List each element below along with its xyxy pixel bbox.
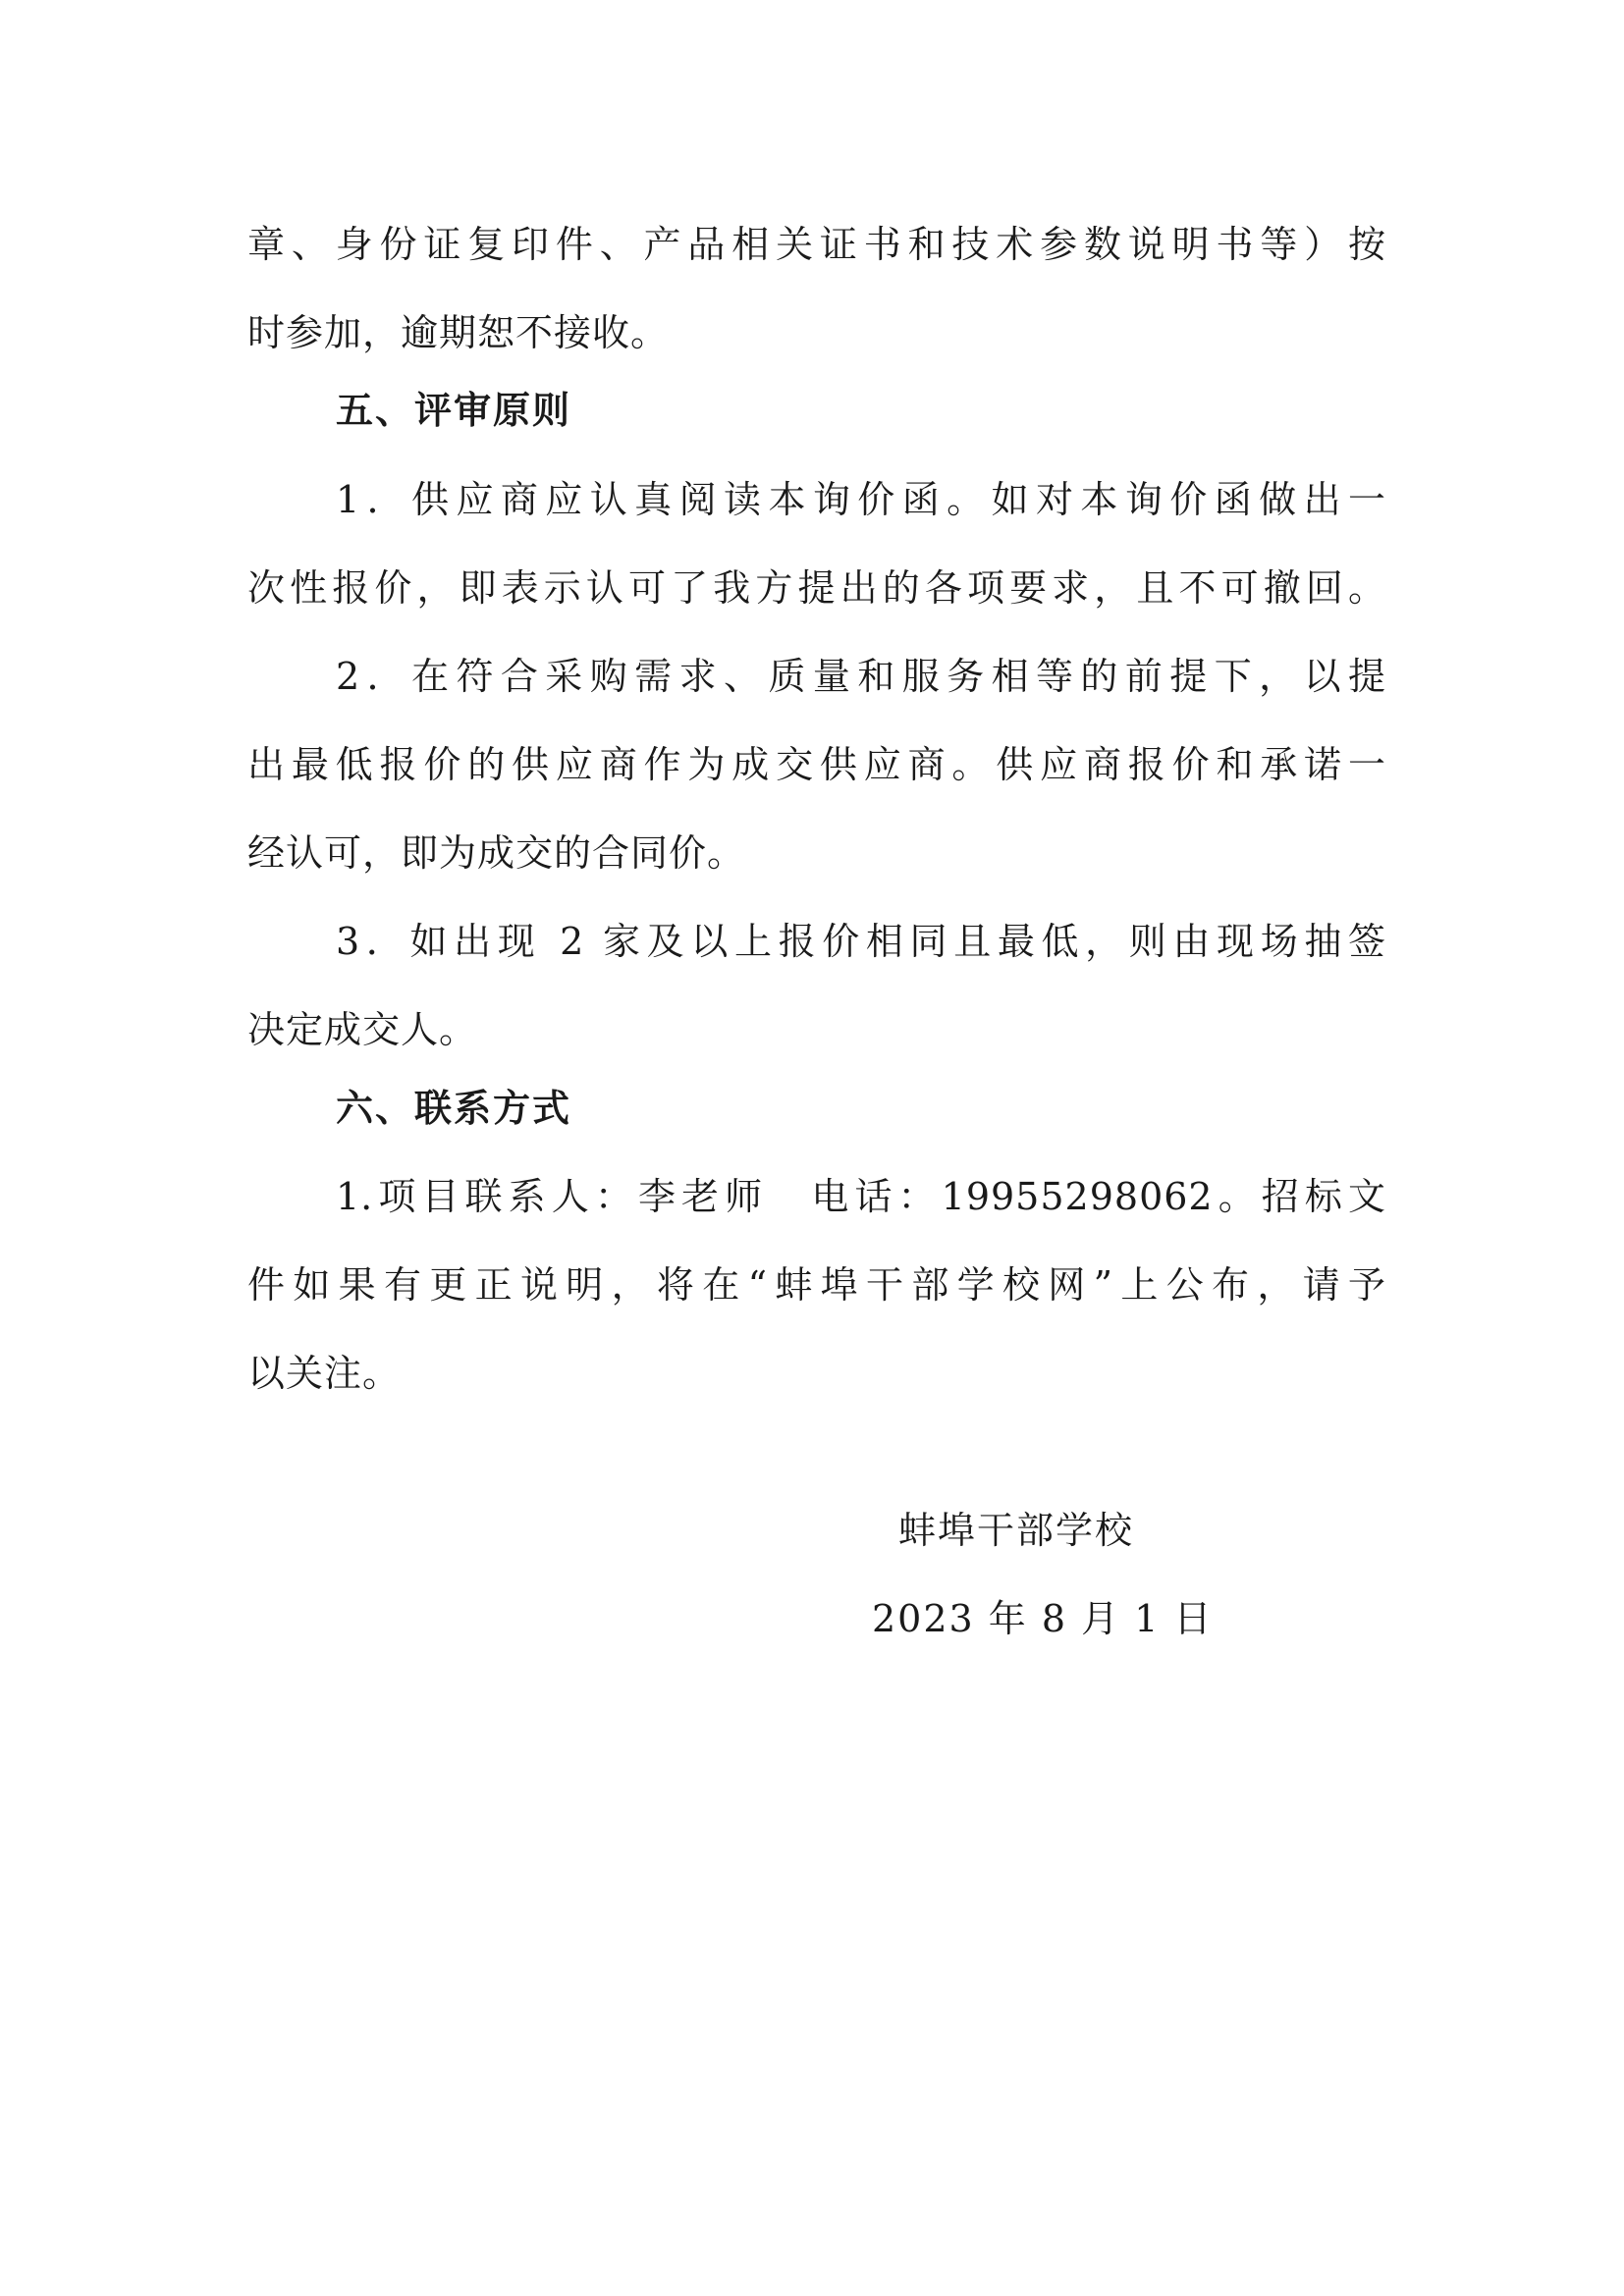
paragraph-line: 1．供应商应认真阅读本询价函。如对本询价函做出一 [336,478,1386,521]
section-heading-evaluation: 五、评审原则 [336,389,572,432]
paragraph-line: 次性报价，即表示认可了我方提出的各项要求，且不可撤回。 [247,566,1386,610]
paragraph-line: 件如果有更正说明，将在“蚌埠干部学校网”上公布，请予 [247,1263,1386,1307]
paragraph-line: 3．如出现 2 家及以上报价相同且最低，则由现场抽签 [336,920,1386,963]
paragraph-line: 2．在符合采购需求、质量和服务相等的前提下，以提 [336,655,1386,698]
paragraph-line: 1.项目联系人：李老师 电话：19955298062。招标文 [336,1175,1386,1218]
paragraph-line: 经认可，即为成交的合同价。 [247,831,746,875]
paragraph-line: 决定成交人。 [247,1008,478,1051]
paragraph-line: 章、身份证复印件、产品相关证书和技术参数说明书等）按 [247,223,1386,266]
signature-org: 蚌埠干部学校 [898,1509,1135,1552]
section-heading-contact: 六、联系方式 [336,1087,572,1130]
signature-date: 2023 年 8 月 1 日 [872,1597,1214,1640]
paragraph-line: 时参加，逾期恕不接收。 [247,311,670,354]
paragraph-line: 以关注。 [247,1352,402,1395]
paragraph-line: 出最低报价的供应商作为成交供应商。供应商报价和承诺一 [247,743,1386,786]
